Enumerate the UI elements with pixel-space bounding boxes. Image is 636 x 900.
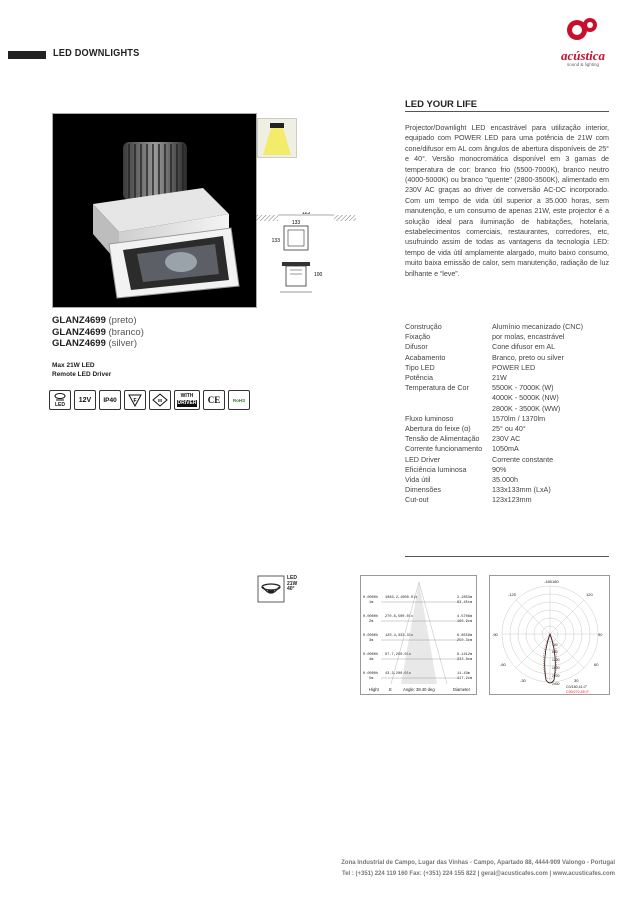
illuminance-footer (369, 687, 471, 692)
svg-text:C0/180,41.0°: C0/180,41.0° (566, 685, 588, 689)
logo-tagline: sound & lighting (566, 62, 600, 67)
section-title: LED DOWNLIGHTS (53, 48, 140, 59)
svg-text:F: F (133, 398, 137, 404)
rohs-icon: RoHS (228, 390, 250, 410)
svg-text:250.3cm: 250.3cm (457, 639, 473, 643)
spec-row: Dimensões 133x133mm (LxA) (405, 485, 551, 495)
spec-row: 2800K - 3500K (WW) (492, 403, 561, 413)
spec-row: Vida útil 35.000h (405, 475, 518, 485)
spec-row: Tipo LED POWER LED (405, 362, 536, 372)
spec-row: Cut-out 123x123mm (405, 495, 532, 505)
logo-name: acústica (560, 48, 606, 63)
svg-text:1200: 1200 (552, 658, 560, 662)
svg-text:166.9cm: 166.9cm (457, 620, 473, 624)
product-code-row: GLANZ4699 (branco) (52, 326, 144, 338)
svg-text:0.0000h: 0.0000h (363, 596, 379, 600)
svg-text:III: III (158, 398, 162, 403)
svg-text:4m: 4m (369, 658, 374, 662)
spec-row: Potência 21W (405, 373, 507, 383)
footer-contacts[interactable]: Tel : (+351) 224 119 160 Fax: (+351) 224 155 822 | geral@acusticafes.com | www.acusticafes.com (341, 871, 615, 877)
svg-text:1600: 1600 (552, 666, 560, 670)
spec-row: Temperatura de Cor 5500K - 7000K (W) (405, 383, 554, 393)
spec-row: Abertura do feixe (α) 25° ou 40° (405, 424, 526, 434)
svg-text:180: 180 (552, 579, 559, 584)
logo-mark-icon (563, 16, 603, 42)
beam-label: LED 21W 40° (287, 575, 298, 592)
svg-text:0.0000h: 0.0000h (363, 653, 379, 657)
spec-row: LED Driver Corrente constante (405, 454, 554, 464)
svg-text:30: 30 (574, 678, 579, 683)
title-divider (405, 111, 609, 112)
spec-row: Fluxo luminoso 1570lm / 1370lm (405, 413, 546, 423)
svg-text:133: 133 (271, 238, 280, 244)
svg-text:2400: 2400 (552, 682, 560, 686)
product-code-row: GLANZ4699 (silver) (52, 338, 137, 349)
svg-text:2m: 2m (369, 620, 374, 624)
dimension-drawing (256, 212, 356, 296)
class-iii-icon (149, 390, 171, 410)
voltage-icon: 12V (74, 390, 96, 410)
beam-illustration (257, 118, 297, 158)
svg-text:2000: 2000 (552, 674, 560, 678)
svg-text:-60: -60 (500, 662, 506, 667)
svg-text:-30: -30 (520, 678, 526, 683)
svg-text:0.0000h: 0.0000h (363, 615, 379, 619)
spec-row: Difusor Cone difusor em AL (405, 342, 556, 352)
svg-text:-120: -120 (508, 592, 517, 597)
svg-text:C90/270,45.0°: C90/270,45.0° (566, 690, 590, 694)
svg-text:60: 60 (594, 662, 599, 667)
svg-text:1m: 1m (369, 601, 374, 605)
svg-text:Hight: Hight (369, 687, 379, 692)
svg-text:417.2cm: 417.2cm (457, 677, 473, 681)
spec-table (405, 322, 609, 506)
svg-text:270.8,500.0lx: 270.8,500.0lx (385, 615, 414, 619)
spec-row: Construção Alumínio mecanizado (CNC) (405, 322, 584, 331)
spec-row: Corrente funcionamento 1050mA (405, 444, 519, 454)
svg-text:133: 133 (291, 220, 301, 226)
svg-text:2.2853m: 2.2853m (457, 596, 473, 600)
brand-logo[interactable] (548, 16, 618, 72)
svg-text:-180: -180 (544, 579, 553, 584)
spec-row: Eficiência luminosa 90% (405, 464, 507, 474)
ce-mark-icon: CE (203, 390, 225, 410)
footer-address: Zona Industrial de Campo, Lugar das Vinhas - Campo, Apartado 88, 4444-909 Valongo - Portugal (341, 860, 615, 866)
svg-text:400: 400 (552, 643, 558, 647)
spec-row: Tensão de Alimentação 230V AC (405, 434, 521, 444)
slogan-title: LED YOUR LIFE (405, 99, 478, 110)
driver-note: Remote LED Driver (52, 370, 112, 378)
svg-text:120: 120 (586, 592, 593, 597)
svg-text:Angle: 38.40 deg: Angle: 38.40 deg (403, 687, 435, 692)
svg-text:333.8cm: 333.8cm (457, 658, 473, 662)
svg-text:123: 123 (301, 212, 311, 216)
spec-row: Acabamento Branco, preto ou silver (405, 352, 564, 362)
svg-text:Diameter: Diameter (453, 687, 470, 692)
company-footer (250, 858, 615, 880)
svg-text:-90: -90 (492, 632, 498, 637)
product-notes (52, 362, 111, 379)
svg-text:83.45cm: 83.45cm (457, 601, 473, 605)
svg-text:4.5706m: 4.5706m (457, 615, 473, 619)
svg-text:9.1412m: 9.1412m (457, 653, 473, 657)
svg-text:5m: 5m (369, 677, 374, 681)
svg-text:0.0000h: 0.0000h (363, 634, 379, 638)
svg-text:0.0000h: 0.0000h (363, 672, 379, 676)
max-power-note: Max 21W LED (52, 362, 95, 369)
svg-text:120.4,333.3lx: 120.4,333.3lx (385, 634, 414, 638)
product-code-list (52, 315, 144, 350)
header-bar (8, 51, 46, 59)
svg-text:11.43m: 11.43m (457, 672, 470, 676)
certification-icons (49, 390, 250, 410)
ip-rating-icon: IP40 (99, 390, 121, 410)
svg-text:3m: 3m (369, 639, 374, 643)
led-icon: LED (49, 390, 71, 410)
spec-divider (405, 556, 609, 557)
svg-text:800: 800 (552, 650, 558, 654)
polar-intensity-chart (489, 575, 610, 695)
svg-text:E: E (389, 687, 392, 692)
illuminance-cone-chart (360, 575, 477, 695)
svg-text:67.7,250.0lx: 67.7,250.0lx (385, 653, 411, 657)
spec-row: Fixação por molas, encastrável (405, 332, 565, 342)
svg-text:43.3,200.0lx: 43.3,200.0lx (385, 672, 411, 676)
svg-text:100: 100 (314, 272, 323, 278)
f-mark-icon (124, 390, 146, 410)
svg-text:6.8559m: 6.8559m (457, 634, 473, 638)
product-description: Projector/Downlight LED encastrável para utilização interior, equipado com POWER LED para uma potência de 21W com cone/difusor em AL com ângulos de abertura disponíveis de 25° e 40°. Versão monocromática disponível em 3 gamas de temperatura de cor: branco frio (5500-7000K), branco neutro (4000-5000K) ou branco "quente" (2800-3500K), alimentado em 230V AC graças ao driver de conversão AC-DC incorporado. Com um tempo de vida útil superior a 35.000 horas, sem manutenção, e um consumo de apenas 21W, este projector é a solução ideal para iluminação de habitações, hotelaria, estabelecimentos comerciais, restaurantes, corredores, etc, usufruindo assim de todas as vantagens da tecnologia LED: tempo de vida útil amplamente alargado, muito baixo consumo, muito baixa emissão de calor, sem manutenção, radiação de luz brilhante e “leve”. (405, 123, 609, 278)
product-code-row: GLANZ4699 (preto) (52, 315, 137, 326)
svg-text:1083.2,1000.0lx: 1083.2,1000.0lx (385, 596, 418, 600)
beam-angle-icon (257, 575, 313, 603)
with-driver-icon: WITH DRIVER (174, 390, 200, 410)
spec-row: 4000K - 5000K (NW) (492, 393, 559, 403)
product-photo (52, 113, 257, 308)
svg-text:90: 90 (598, 632, 603, 637)
